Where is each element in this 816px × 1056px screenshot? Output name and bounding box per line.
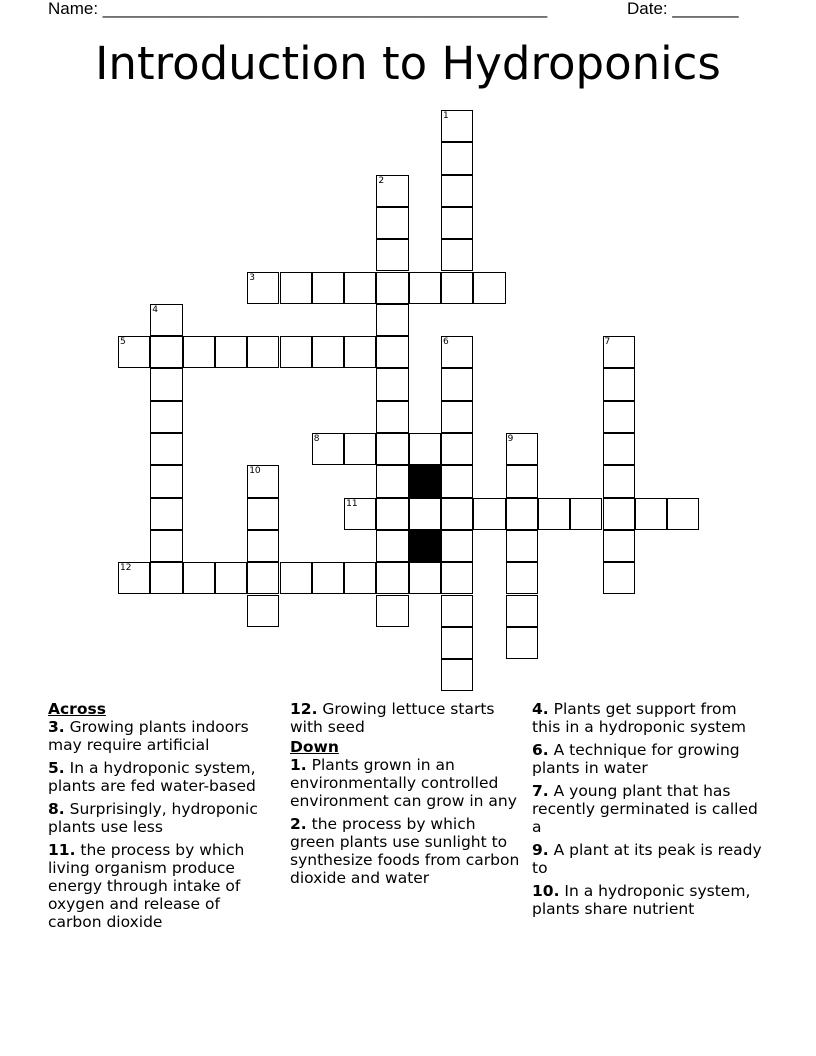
- grid-cell[interactable]: [150, 336, 182, 368]
- cell-number: 5: [120, 337, 126, 348]
- clues-column-3: [532, 700, 762, 923]
- grid-cell[interactable]: [150, 530, 182, 562]
- grid-cell[interactable]: [344, 272, 376, 304]
- grid-cell[interactable]: [280, 272, 312, 304]
- down-clue-7: 7. A young plant that has recently germinated is called a: [532, 782, 758, 836]
- grid-cell[interactable]: [344, 433, 376, 465]
- grid-cell[interactable]: [441, 465, 473, 497]
- grid-cell[interactable]: [247, 530, 279, 562]
- grid-cell[interactable]: [376, 304, 408, 336]
- grid-cell[interactable]: [603, 401, 635, 433]
- grid-cell[interactable]: [441, 562, 473, 594]
- grid-cell[interactable]: [376, 175, 408, 207]
- grid-cell[interactable]: [150, 465, 182, 497]
- grid-cell[interactable]: [409, 433, 441, 465]
- grid-cell[interactable]: [376, 530, 408, 562]
- grid-cell[interactable]: [473, 498, 505, 530]
- grid-cell[interactable]: [150, 433, 182, 465]
- grid-cell[interactable]: [441, 336, 473, 368]
- grid-cell[interactable]: [344, 498, 376, 530]
- cell-number: 10: [249, 466, 261, 477]
- grid-cell[interactable]: [247, 465, 279, 497]
- grid-cell[interactable]: [603, 530, 635, 562]
- grid-cell[interactable]: [409, 498, 441, 530]
- grid-cell[interactable]: [215, 336, 247, 368]
- grid-cell[interactable]: [506, 465, 538, 497]
- grid-cell[interactable]: [376, 498, 408, 530]
- grid-cell[interactable]: [150, 562, 182, 594]
- grid-cell[interactable]: [376, 207, 408, 239]
- grid-cell[interactable]: [409, 562, 441, 594]
- down-clue-6: 6. A technique for growing plants in water: [532, 741, 740, 777]
- grid-cell[interactable]: [376, 239, 408, 271]
- grid-cell[interactable]: [441, 595, 473, 627]
- grid-cell[interactable]: [441, 272, 473, 304]
- down-clue-10: 10. In a hydroponic system, plants share nutrient: [532, 882, 751, 918]
- down-clue-1: 1. Plants grown in an environmentally controlled environment can grow in any: [290, 756, 517, 810]
- across-clue-5: 5. In a hydroponic system, plants are fed water-based: [48, 759, 256, 795]
- grid-cell[interactable]: [635, 498, 667, 530]
- grid-cell[interactable]: [538, 498, 570, 530]
- grid-cell[interactable]: [247, 336, 279, 368]
- grid-cell[interactable]: [150, 401, 182, 433]
- clues-column-1: [48, 700, 273, 936]
- grid-cell[interactable]: [247, 272, 279, 304]
- grid-cell[interactable]: [312, 336, 344, 368]
- grid-cell[interactable]: [441, 368, 473, 400]
- cell-number: 2: [378, 175, 385, 186]
- grid-cell[interactable]: [376, 336, 408, 368]
- grid-cell[interactable]: [376, 562, 408, 594]
- grid-cell[interactable]: [247, 498, 279, 530]
- cell-number: 1: [443, 111, 449, 121]
- grid-cell[interactable]: [506, 530, 538, 562]
- grid-cell[interactable]: [441, 433, 473, 465]
- grid-cell[interactable]: [603, 368, 635, 400]
- grid-cell[interactable]: [506, 595, 538, 627]
- cell-number: 7: [604, 337, 611, 348]
- grid-cell[interactable]: [183, 562, 215, 594]
- grid-cell[interactable]: [118, 336, 150, 368]
- cell-number: 6: [443, 337, 449, 348]
- grid-block: [409, 530, 441, 562]
- cell-number: 4: [152, 304, 159, 315]
- clues-column-2: [290, 700, 525, 892]
- grid-cell[interactable]: [506, 562, 538, 594]
- grid-cell[interactable]: [441, 401, 473, 433]
- grid-cell[interactable]: [603, 336, 635, 368]
- puzzle-title: Introduction to Hydroponics: [95, 37, 721, 90]
- down-clue-4: 4. Plants get support from this in a hydroponic system: [532, 700, 746, 736]
- grid-cell[interactable]: [247, 562, 279, 594]
- grid-cell[interactable]: [667, 498, 699, 530]
- grid-cell[interactable]: [441, 175, 473, 207]
- grid-cell[interactable]: [376, 368, 408, 400]
- grid-block: [409, 465, 441, 497]
- grid-cell[interactable]: [150, 368, 182, 400]
- grid-cell[interactable]: [473, 272, 505, 304]
- grid-cell[interactable]: [247, 595, 279, 627]
- grid-cell[interactable]: [506, 627, 538, 659]
- name-field[interactable]: Name: _______________________________________________: [48, 0, 548, 18]
- down-heading: Down: [290, 738, 339, 756]
- cell-number: 11: [346, 498, 358, 509]
- grid-cell[interactable]: [441, 239, 473, 271]
- grid-cell[interactable]: [150, 304, 182, 336]
- grid-cell[interactable]: [312, 562, 344, 594]
- grid-cell[interactable]: [506, 498, 538, 530]
- grid-cell[interactable]: [603, 498, 635, 530]
- grid-cell[interactable]: [150, 498, 182, 530]
- grid-cell[interactable]: [441, 207, 473, 239]
- grid-cell[interactable]: [376, 595, 408, 627]
- grid-cell[interactable]: [441, 110, 473, 142]
- grid-cell[interactable]: [312, 272, 344, 304]
- grid-cell[interactable]: [183, 336, 215, 368]
- grid-cell[interactable]: [441, 530, 473, 562]
- grid-cell[interactable]: [376, 272, 408, 304]
- grid-cell[interactable]: [441, 142, 473, 174]
- grid-cell[interactable]: [603, 433, 635, 465]
- grid-cell[interactable]: [603, 465, 635, 497]
- down-clue-9: 9. A plant at its peak is ready to: [532, 841, 762, 877]
- grid-cell[interactable]: [376, 433, 408, 465]
- across-clue-8: 8. Surprisingly, hydroponic plants use less: [48, 800, 258, 836]
- grid-cell[interactable]: [441, 659, 473, 691]
- cell-number: 12: [120, 563, 132, 574]
- grid-cell[interactable]: [376, 401, 408, 433]
- across-clue-12: 12. Growing lettuce starts with seed: [290, 700, 495, 736]
- grid-cell[interactable]: [280, 562, 312, 594]
- grid-cell[interactable]: [441, 627, 473, 659]
- grid-cell[interactable]: [215, 562, 247, 594]
- grid-cell[interactable]: [376, 465, 408, 497]
- grid-cell[interactable]: [441, 498, 473, 530]
- cell-number: 8: [313, 434, 320, 444]
- grid-cell[interactable]: [118, 562, 150, 594]
- grid-cell[interactable]: [280, 336, 312, 368]
- across-clue-11: 11. the process by which living organism produce energy through intake of oxygen and release of carbon dioxide: [48, 841, 245, 931]
- date-field[interactable]: Date: _______: [627, 0, 739, 18]
- grid-cell[interactable]: [603, 562, 635, 594]
- across-clue-3: 3. Growing plants indoors may require artificial: [48, 718, 249, 754]
- cell-number: 9: [507, 434, 514, 444]
- across-heading: Across: [48, 700, 106, 718]
- grid-cell[interactable]: [312, 433, 344, 465]
- cell-number: 3: [249, 272, 255, 283]
- grid-cell[interactable]: [506, 433, 538, 465]
- grid-cell[interactable]: [344, 562, 376, 594]
- grid-cell[interactable]: [409, 272, 441, 304]
- grid-cell[interactable]: [344, 336, 376, 368]
- down-clue-2: 2. the process by which green plants use sunlight to synthesize foods from carbon dioxide and water: [290, 815, 520, 887]
- grid-cell[interactable]: [570, 498, 602, 530]
